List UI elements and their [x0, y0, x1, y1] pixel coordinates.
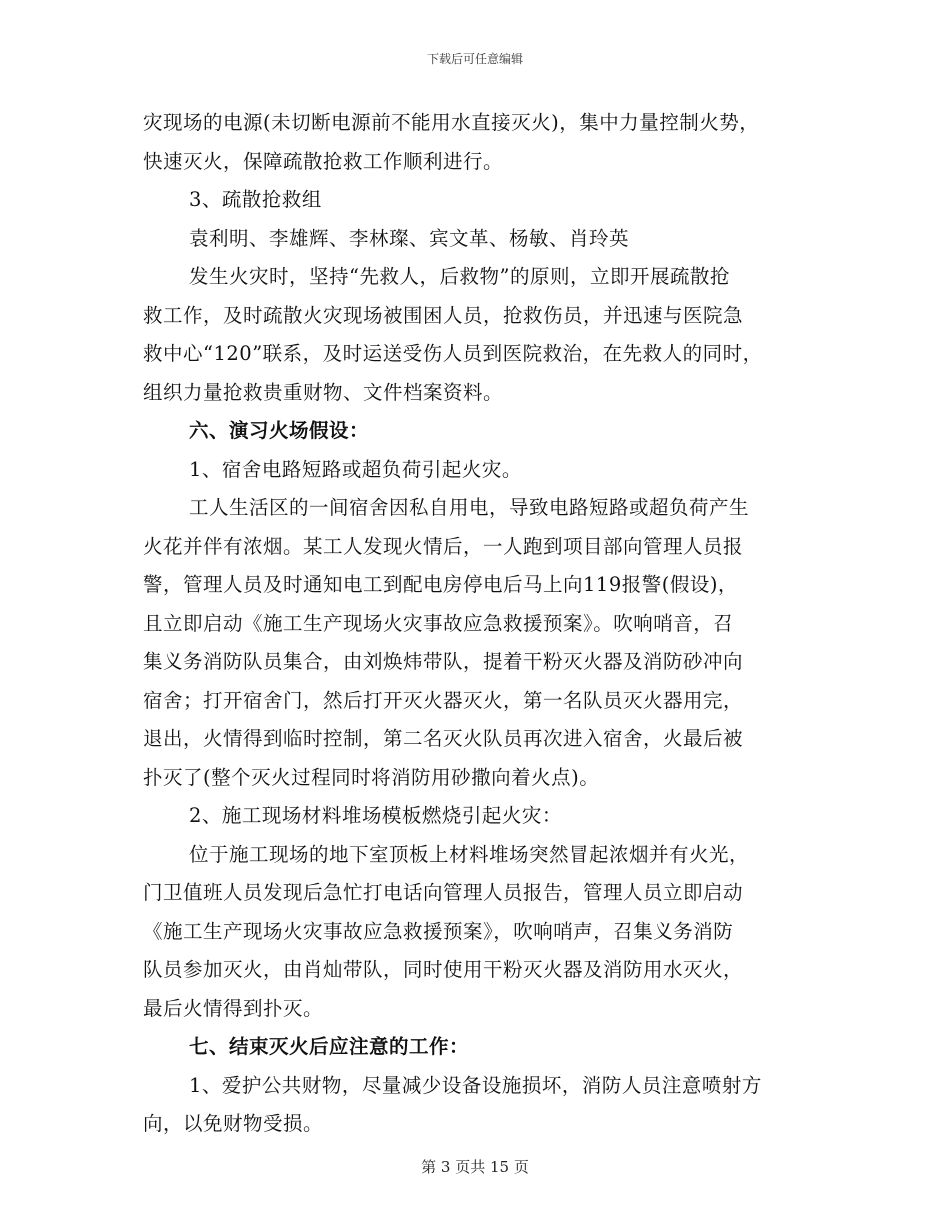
body-line-23: 队员参加灭火，由肖灿带队，同时使用干粉灭火器及消防用水灭火， — [143, 958, 744, 981]
body-line-12: 火花并伴有浓烟。某工人发现火情后，一人跑到项目部向管理人员报 — [143, 534, 744, 558]
body-line-13: 警，管理人员及时通知电工到配电房停电后马上向119报警(假设)， — [143, 573, 738, 596]
evacuation-group-members: 袁利明、李雄辉、李林璨、宾文革、杨敏、肖玲英 — [189, 226, 630, 250]
body-line-1: 灾现场的电源(未切断电源前不能用水直接灭火)，集中力量控制火势， — [143, 111, 760, 134]
body-line-15: 集义务消防队员集合，由刘焕炜带队，提着干粉灭火器及消防砂冲向 — [143, 650, 744, 673]
body-line-17: 退出，火情得到临时控制，第二名灭火队员再次进入宿舍，火最后被 — [143, 727, 744, 750]
body-line-7: 救中心“120”联系，及时运送受伤人员到医院救治，在先救人的同时， — [143, 342, 763, 365]
body-line-24: 最后火情得到扑灭。 — [143, 996, 324, 1020]
body-line-6: 救工作，及时疏散火灾现场被围困人员，抢救伤员，并迅速与医院急 — [143, 303, 744, 327]
body-line-2: 快速灭火，保障疏散抢救工作顺利进行。 — [143, 149, 504, 173]
body-line-26: 1、爱护公共财物，尽量减少设备设施损坏，消防人员注意喷射方 — [189, 1073, 762, 1097]
body-line-8: 组织力量抢救贵重财物、文件档案资料。 — [143, 380, 504, 404]
body-line-21: 门卫值班人员发现后急忙打电话向管理人员报告，管理人员立即启动 — [143, 881, 744, 904]
body-line-16: 宿舍；打开宿舍门，然后打开灭火器灭火，第一名队员灭火器用完， — [143, 688, 744, 712]
page-header: 下载后可任意编辑 — [426, 52, 523, 66]
body-line-14: 且立即启动《施工生产现场火灾事故应急救援预案》。吹响哨音，召 — [143, 611, 734, 635]
body-line-20: 位于施工现场的地下室顶板上材料堆场突然冒起浓烟并有火光， — [189, 842, 750, 866]
document-body — [143, 104, 823, 1144]
section-heading-evacuation-group: 3、疏散抢救组 — [189, 188, 322, 211]
section-heading-drill-scenario: 六、演习火场假设： — [189, 419, 370, 442]
scenario-1-heading: 1、宿舍电路短路或超负荷引起火灾。 — [189, 457, 522, 481]
body-line-5: 发生火灾时，坚持“先救人，后救物”的原则，立即开展疏散抢 — [189, 265, 730, 288]
scenario-2-heading: 2、施工现场材料堆场模板燃烧引起火灾： — [189, 804, 562, 827]
section-heading-post-fire-work: 七、结束灭火后应注意的工作： — [189, 1035, 470, 1058]
page-footer: 第 3 页共 15 页 — [421, 1158, 529, 1176]
body-line-18: 扑灭了(整个灭火过程同时将消防用砂撒向着火点)。 — [143, 765, 600, 789]
body-line-27: 向，以免财物受损。 — [143, 1112, 324, 1135]
body-line-22: 《施工生产现场火灾事故应急救援预案》，吹响哨声，召集义务消防 — [143, 919, 734, 943]
body-line-11: 工人生活区的一间宿舍因私自用电，导致电路短路或超负荷产生 — [189, 496, 750, 519]
